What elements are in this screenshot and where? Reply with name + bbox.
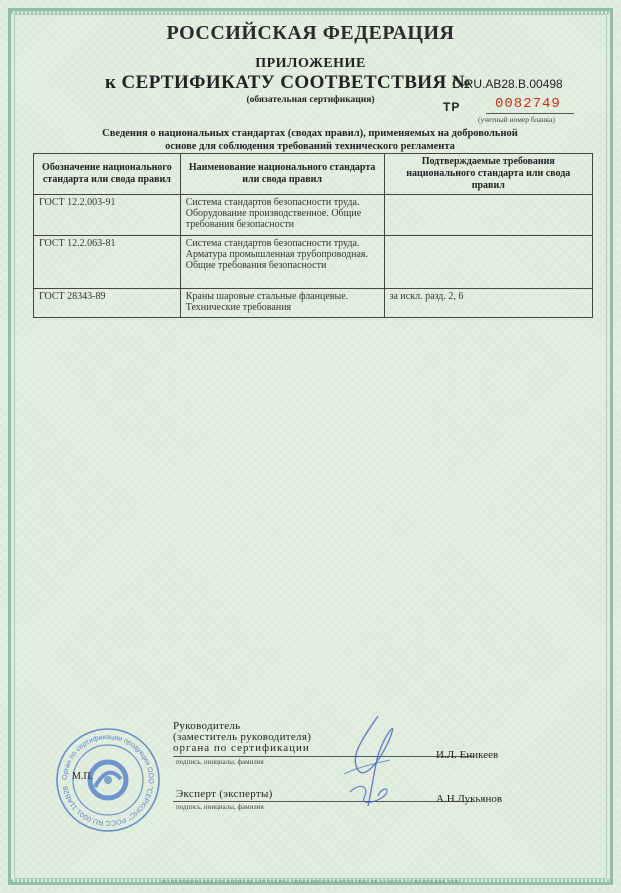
tr-label: ТР [443, 100, 461, 114]
handwritten-signature-icon [320, 712, 430, 812]
head-line-1: Руководитель [173, 720, 241, 732]
head-line-3: органа по сертификации [173, 742, 310, 754]
obligatory-note: (обязательная сертификация) [246, 95, 375, 105]
header-name: Наименование национального стандарта или свода правил [180, 154, 384, 195]
appendix-title: ПРИЛОЖЕНИЕ [255, 56, 366, 71]
header-requirements: Подтверждаемые требования национального стандарта или свода правил [384, 154, 592, 195]
standards-table [33, 153, 593, 318]
header-designation: Обозначение национального стандарта или свода правил [34, 154, 181, 195]
certificate-label: к СЕРТИФИКАТУ СООТВЕТСТВИЯ № [105, 72, 472, 93]
cell-requirements: за искл. разд. 2, 6 [384, 289, 592, 318]
head-label [173, 721, 311, 754]
intro-text [60, 127, 560, 153]
stamp-place-label: М.П. [72, 771, 94, 782]
cell-code: ГОСТ 12.2.003-91 [34, 195, 181, 236]
cell-code: ГОСТ 28343-89 [34, 289, 181, 318]
country-title: РОССИЙСКАЯ ФЕДЕРАЦИЯ [166, 22, 455, 44]
top-ornament-band [11, 11, 610, 14]
cell-requirements [384, 195, 592, 236]
intro-line-2: основе для соблюдения требований технического регламента [165, 141, 455, 152]
expert-name: А.Н.Лукьянов [436, 793, 503, 805]
head-name: И.Л. Еникеев [436, 749, 499, 761]
expert-label: Эксперт (эксперты) [176, 788, 273, 800]
table-header-row [34, 154, 593, 195]
table-row [34, 195, 593, 236]
head-caption: подпись, инициалы, фамилия [176, 758, 264, 766]
certification-seal-icon [55, 727, 161, 833]
blank-number-caption: (учетный номер бланка) [478, 115, 555, 124]
cell-name: Система стандартов безопасности труда. Оборудование производственное. Общие требования безопасности [180, 195, 384, 236]
cell-name: Система стандартов безопасности труда. Арматура промышленная трубопроводная. Общие требования безопасности [180, 236, 384, 289]
table-row [34, 289, 593, 318]
cell-name: Краны шаровые стальные фланцевые. Технические требования [180, 289, 384, 318]
expert-caption: подпись, инициалы, фамилия [176, 803, 264, 811]
cell-requirements [384, 236, 592, 289]
cell-code: ГОСТ 12.2.063-81 [34, 236, 181, 289]
table-row [34, 236, 593, 289]
head-line-2: (заместитель руководителя) [173, 731, 312, 743]
intro-line-1: Сведения о национальных стандартах (сводах правил), применяемых на добровольной [102, 128, 518, 139]
certificate-number: C-RU.АВ28.В.00498 [452, 77, 563, 91]
seal-ring-text: Орган по сертификации продукции ООО "СЕРКОНС" РОСС RU.0001.11АВ28 [61, 733, 155, 827]
printer-footer: ПОЛИГРАФИЧЕСКОЕ ПРЕДПРИЯТИЕ «ПРОТОТИП», ЛИЦЕНЗИЯ №05-05-09/003 ФНС РФ, ТЗ №193, Т. 1 АО МОСКВА, 2008 [161, 880, 459, 885]
blank-number-underline [486, 113, 574, 114]
blank-number: 0082749 [495, 96, 561, 112]
